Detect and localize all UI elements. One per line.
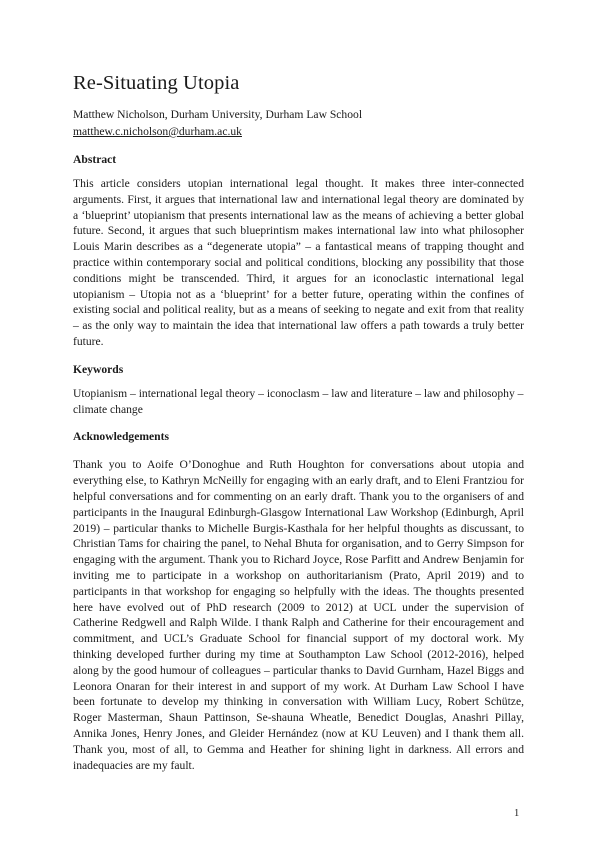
keywords-heading: Keywords [73, 362, 124, 376]
spacer [73, 377, 524, 386]
spacer [73, 444, 524, 457]
paper-title: Re-Situating Utopia [73, 72, 240, 94]
spacer [73, 167, 524, 176]
abstract-heading: Abstract [73, 153, 117, 166]
page-number: 1 [514, 808, 520, 819]
spacer [73, 350, 524, 363]
author-email-link[interactable]: matthew.c.nicholson@durham.ac.uk [73, 125, 242, 138]
spacer [73, 417, 524, 430]
paper-page [73, 70, 524, 773]
author-line: Matthew Nicholson, Durham University, Durham Law School [73, 108, 363, 121]
abstract-text: This article considers utopian international legal thought. It makes three inter-connected arguments. First, it argues that international law and international legal theory are dominated by a ‘blueprint’ utopianism that presents international law as the means of achieving a better global future. Second, it argues that such blueprintism makes international law into what philosopher Louis Marin describes as a “degenerate utopia” – a fantastical means of trapping thought and practice within contemporary social and political conditions, blocking any possibility that those conditions might be transcended. Third, it argues for an iconoclastic international legal utopianism – Utopia not as a ‘blueprint’ for a better future, operating within the confines of existing social and political reality, but as a means of seeking to negate and exit from that reality – as the only way to maintain the idea that international law offers a path towards a truly better future. [73, 177, 524, 348]
acknowledgements-heading: Acknowledgements [73, 430, 169, 444]
keywords-text: Utopianism – international legal theory – iconoclasm – law and literature – law and philosophy – climate change [73, 386, 524, 416]
spacer [73, 140, 524, 153]
acknowledgements-text: Thank you to Aoife O’Donoghue and Ruth Houghton for conversations about utopia and everything else, to Kathryn McNeilly for engaging with an early draft, and to Eleni Frantziou for helpful conversations and for commenting on an early draft. Thank you to the organisers of and participants in the Inaugural Edinburgh-Glasgow International Law Workshop (Edinburgh, April 2019) – particular thanks to Michelle Burgis-Kasthala for her helpful thoughts as discussant, to Christian Tams for chairing the panel, to Nehal Bhuta for organisation, and to Gerry Simpson for engaging with the argument. Thank you to Richard Joyce, Rose Parfitt and Andrew Benjamin for inviting me to participate in a workshop on authoritarianism (Prato, April 2019) and to participants in that workshop for engaging so helpfully with the ideas. The thoughts presented here have evolved out of PhD research (2009 to 2012) at UCL under the supervision of Catherine Redgwell and Ralph Wilde. I thank Ralph and Catherine for their encouragement and commitment, and UCL’s Graduate School for financial support of my doctoral work. My thinking developed further during my time at Southampton Law School (2012-2016), helped along by the good humour of colleagues – particular thanks to David Gurnham, Hazel Biggs and Leonora Onaran for their interest in and support of my work. At Durham Law School I have been fortunate to develop my thinking in conversation with William Lucy, Robert Schütze, Roger Masterman, Shaun Pattinson, Se-shauna Wheatle, Benedict Douglas, Anashri Pillay, Annika Jones, Henry Jones, and Gleider Hernández (now at KU Leuven) and I thank them all. Thank you, most of all, to Gemma and Heather for shining light in darkness. All errors and inadequacies are my fault. [73, 458, 524, 772]
